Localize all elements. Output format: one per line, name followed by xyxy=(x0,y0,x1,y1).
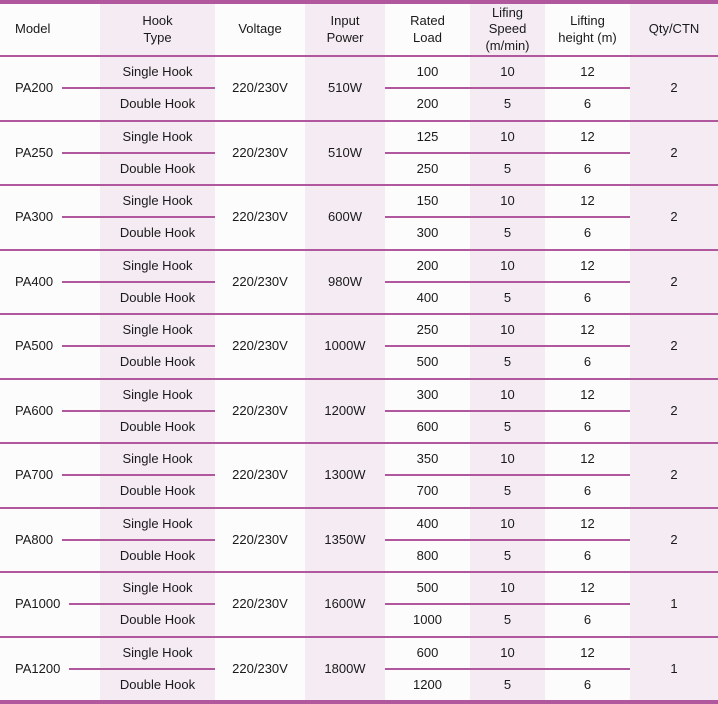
lifting-speed-value: 5 xyxy=(503,225,512,241)
header-lifting-height: Lifting height (m) xyxy=(545,4,630,55)
lifting-speed-cell xyxy=(470,380,545,443)
model-divider-line xyxy=(62,87,100,89)
header-input-power: Input Power xyxy=(305,4,385,55)
voltage-cell: 220/230V xyxy=(215,57,305,120)
hook-type-value: Single Hook xyxy=(100,638,215,670)
hook-type-value: Single Hook xyxy=(100,444,215,476)
model-cell xyxy=(0,444,100,507)
lifting-speed-cell xyxy=(470,315,545,378)
input-power-cell: 1800W xyxy=(305,638,385,701)
input-power-cell: 600W xyxy=(305,186,385,249)
voltage-cell: 220/230V xyxy=(215,251,305,314)
rated-load-value: 100 xyxy=(385,57,470,89)
rated-load-value: 500 xyxy=(416,354,439,370)
lifting-height-value: 6 xyxy=(583,547,592,563)
model-divider-line xyxy=(62,410,100,412)
lifting-height-value: 12 xyxy=(545,444,630,476)
lifting-speed-cell xyxy=(470,122,545,185)
lifting-speed-value: 10 xyxy=(470,251,545,283)
rated-load-cell xyxy=(385,315,470,378)
lifting-height-cell xyxy=(545,380,630,443)
model-divider-line xyxy=(62,281,100,283)
lifting-height-cell xyxy=(545,251,630,314)
rated-load-value: 250 xyxy=(416,160,439,176)
rated-load-value: 350 xyxy=(385,444,470,476)
input-power-cell: 1600W xyxy=(305,573,385,636)
lifting-speed-cell xyxy=(470,573,545,636)
model-label: PA200 xyxy=(15,80,54,96)
model-cell xyxy=(0,57,100,120)
lifting-height-value: 12 xyxy=(545,186,630,218)
hook-type-cell xyxy=(100,315,215,378)
rated-load-cell xyxy=(385,57,470,120)
rated-load-value: 200 xyxy=(385,251,470,283)
header-model xyxy=(0,4,100,55)
lifting-height-value: 6 xyxy=(583,289,592,305)
lifting-speed-value: 5 xyxy=(503,354,512,370)
lifting-speed-value: 10 xyxy=(470,315,545,347)
table-row-group xyxy=(0,444,718,509)
hook-type-value: Double Hook xyxy=(119,418,196,434)
rated-load-cell xyxy=(385,122,470,185)
model-label: PA1200 xyxy=(15,660,61,676)
header-model-label: Model xyxy=(15,21,51,37)
rated-load-value: 125 xyxy=(385,122,470,154)
hook-type-value: Double Hook xyxy=(119,289,196,305)
lifting-height-value: 6 xyxy=(583,160,592,176)
lifting-speed-cell xyxy=(470,251,545,314)
model-divider-line xyxy=(62,216,100,218)
lifting-speed-cell xyxy=(470,444,545,507)
hook-type-value: Single Hook xyxy=(100,573,215,605)
lifting-height-cell xyxy=(545,57,630,120)
qty-ctn-cell: 1 xyxy=(630,573,718,636)
hook-type-value: Single Hook xyxy=(100,186,215,218)
lifting-speed-value: 5 xyxy=(503,612,512,628)
input-power-cell: 1200W xyxy=(305,380,385,443)
lifting-height-value: 6 xyxy=(583,96,592,112)
model-label: PA800 xyxy=(15,531,54,547)
rated-load-value: 800 xyxy=(416,547,439,563)
voltage-cell: 220/230V xyxy=(215,638,305,701)
qty-ctn-cell: 2 xyxy=(630,122,718,185)
rated-load-value: 600 xyxy=(385,638,470,670)
hook-type-cell xyxy=(100,444,215,507)
lifting-height-value: 6 xyxy=(583,676,592,692)
rated-load-cell xyxy=(385,251,470,314)
hook-type-value: Double Hook xyxy=(119,225,196,241)
lifting-speed-value: 5 xyxy=(503,483,512,499)
model-label: PA1000 xyxy=(15,596,61,612)
qty-ctn-cell: 2 xyxy=(630,186,718,249)
table-row-group xyxy=(0,57,718,122)
lifting-speed-cell xyxy=(470,57,545,120)
lifting-height-cell xyxy=(545,509,630,572)
model-label: PA400 xyxy=(15,273,54,289)
hook-type-value: Single Hook xyxy=(100,380,215,412)
lifting-height-value: 12 xyxy=(545,573,630,605)
model-divider-line xyxy=(62,474,100,476)
voltage-cell: 220/230V xyxy=(215,573,305,636)
lifting-speed-value: 10 xyxy=(470,57,545,89)
table-row-group xyxy=(0,251,718,316)
hook-type-value: Single Hook xyxy=(100,251,215,283)
input-power-cell: 1300W xyxy=(305,444,385,507)
rated-load-cell xyxy=(385,444,470,507)
model-divider-line xyxy=(62,345,100,347)
model-cell xyxy=(0,573,100,636)
lifting-height-cell xyxy=(545,315,630,378)
hook-type-value: Double Hook xyxy=(119,160,196,176)
lifting-speed-value: 10 xyxy=(470,380,545,412)
rated-load-value: 1000 xyxy=(413,612,442,628)
lifting-speed-cell xyxy=(470,509,545,572)
table-body xyxy=(0,57,718,700)
lifting-height-value: 12 xyxy=(545,638,630,670)
rated-load-cell xyxy=(385,186,470,249)
lifting-speed-value: 10 xyxy=(470,122,545,154)
rated-load-value: 300 xyxy=(416,225,439,241)
table-row-group xyxy=(0,122,718,187)
input-power-cell: 1350W xyxy=(305,509,385,572)
lifting-speed-value: 5 xyxy=(503,96,512,112)
header-lifting-speed: Lifing Speed (m/min) xyxy=(470,4,545,55)
hook-type-cell xyxy=(100,186,215,249)
model-cell xyxy=(0,251,100,314)
hook-type-value: Double Hook xyxy=(119,354,196,370)
model-divider-line xyxy=(62,152,100,154)
rated-load-value: 500 xyxy=(385,573,470,605)
hook-type-value: Single Hook xyxy=(100,315,215,347)
lifting-height-value: 6 xyxy=(583,225,592,241)
hook-type-value: Single Hook xyxy=(100,122,215,154)
rated-load-cell xyxy=(385,380,470,443)
hook-type-value: Double Hook xyxy=(119,96,196,112)
rated-load-cell xyxy=(385,573,470,636)
model-label: PA700 xyxy=(15,467,54,483)
lifting-height-value: 12 xyxy=(545,315,630,347)
input-power-cell: 980W xyxy=(305,251,385,314)
model-label: PA600 xyxy=(15,402,54,418)
hook-type-cell xyxy=(100,638,215,701)
model-cell xyxy=(0,509,100,572)
model-cell xyxy=(0,315,100,378)
lifting-speed-cell xyxy=(470,638,545,701)
lifting-height-value: 6 xyxy=(583,418,592,434)
hook-type-cell xyxy=(100,573,215,636)
model-cell xyxy=(0,638,100,701)
rated-load-value: 250 xyxy=(385,315,470,347)
hook-type-value: Double Hook xyxy=(119,547,196,563)
model-cell xyxy=(0,122,100,185)
header-voltage: Voltage xyxy=(215,4,305,55)
table-row-group xyxy=(0,509,718,574)
header-rated-load: Rated Load xyxy=(385,4,470,55)
qty-ctn-cell: 2 xyxy=(630,444,718,507)
rated-load-value: 200 xyxy=(416,96,439,112)
rated-load-value: 400 xyxy=(385,509,470,541)
model-label: PA300 xyxy=(15,209,54,225)
model-label: PA250 xyxy=(15,144,54,160)
lifting-height-value: 6 xyxy=(583,483,592,499)
lifting-height-value: 12 xyxy=(545,57,630,89)
lifting-height-cell xyxy=(545,573,630,636)
model-divider-line xyxy=(62,539,100,541)
model-cell xyxy=(0,186,100,249)
qty-ctn-cell: 2 xyxy=(630,380,718,443)
lifting-height-value: 12 xyxy=(545,509,630,541)
lifting-speed-value: 5 xyxy=(503,289,512,305)
hook-type-cell xyxy=(100,509,215,572)
model-label: PA500 xyxy=(15,338,54,354)
voltage-cell: 220/230V xyxy=(215,509,305,572)
lifting-speed-value: 5 xyxy=(503,676,512,692)
qty-ctn-cell: 1 xyxy=(630,638,718,701)
table-header-row xyxy=(0,4,718,57)
lifting-height-value: 12 xyxy=(545,122,630,154)
table-row-group xyxy=(0,380,718,445)
lifting-speed-value: 10 xyxy=(470,186,545,218)
rated-load-value: 700 xyxy=(416,483,439,499)
lifting-speed-value: 10 xyxy=(470,573,545,605)
model-divider-line xyxy=(69,668,100,670)
model-cell xyxy=(0,380,100,443)
rated-load-cell xyxy=(385,638,470,701)
lifting-speed-value: 5 xyxy=(503,547,512,563)
rated-load-value: 300 xyxy=(385,380,470,412)
rated-load-value: 400 xyxy=(416,289,439,305)
input-power-cell: 510W xyxy=(305,122,385,185)
qty-ctn-cell: 2 xyxy=(630,509,718,572)
qty-ctn-cell: 2 xyxy=(630,57,718,120)
hook-type-value: Double Hook xyxy=(119,483,196,499)
rated-load-value: 150 xyxy=(385,186,470,218)
table-row-group xyxy=(0,638,718,701)
hook-type-value: Single Hook xyxy=(100,57,215,89)
voltage-cell: 220/230V xyxy=(215,122,305,185)
lifting-height-value: 12 xyxy=(545,380,630,412)
table-row-group xyxy=(0,573,718,638)
voltage-cell: 220/230V xyxy=(215,380,305,443)
hook-type-value: Single Hook xyxy=(100,509,215,541)
voltage-cell: 220/230V xyxy=(215,444,305,507)
lifting-height-value: 6 xyxy=(583,612,592,628)
input-power-cell: 1000W xyxy=(305,315,385,378)
table-row-group xyxy=(0,186,718,251)
lifting-height-cell xyxy=(545,186,630,249)
hook-type-value: Double Hook xyxy=(119,676,196,692)
lifting-speed-value: 10 xyxy=(470,509,545,541)
lifting-height-cell xyxy=(545,444,630,507)
lifting-speed-value: 5 xyxy=(503,418,512,434)
lifting-height-cell xyxy=(545,638,630,701)
hook-type-value: Double Hook xyxy=(119,612,196,628)
voltage-cell: 220/230V xyxy=(215,315,305,378)
model-divider-line xyxy=(69,603,100,605)
rated-load-cell xyxy=(385,509,470,572)
lifting-height-value: 12 xyxy=(545,251,630,283)
hook-type-cell xyxy=(100,380,215,443)
hook-type-cell xyxy=(100,122,215,185)
lifting-height-cell xyxy=(545,122,630,185)
header-qty-ctn: Qty/CTN xyxy=(630,4,718,55)
qty-ctn-cell: 2 xyxy=(630,315,718,378)
qty-ctn-cell: 2 xyxy=(630,251,718,314)
header-hook-type: Hook Type xyxy=(100,4,215,55)
input-power-cell: 510W xyxy=(305,57,385,120)
voltage-cell: 220/230V xyxy=(215,186,305,249)
table-row-group xyxy=(0,315,718,380)
lifting-speed-cell xyxy=(470,186,545,249)
rated-load-value: 1200 xyxy=(413,676,442,692)
lifting-speed-value: 10 xyxy=(470,444,545,476)
lifting-height-value: 6 xyxy=(583,354,592,370)
rated-load-value: 600 xyxy=(416,418,439,434)
lifting-speed-value: 5 xyxy=(503,160,512,176)
hook-type-cell xyxy=(100,251,215,314)
lifting-speed-value: 10 xyxy=(470,638,545,670)
hook-type-cell xyxy=(100,57,215,120)
